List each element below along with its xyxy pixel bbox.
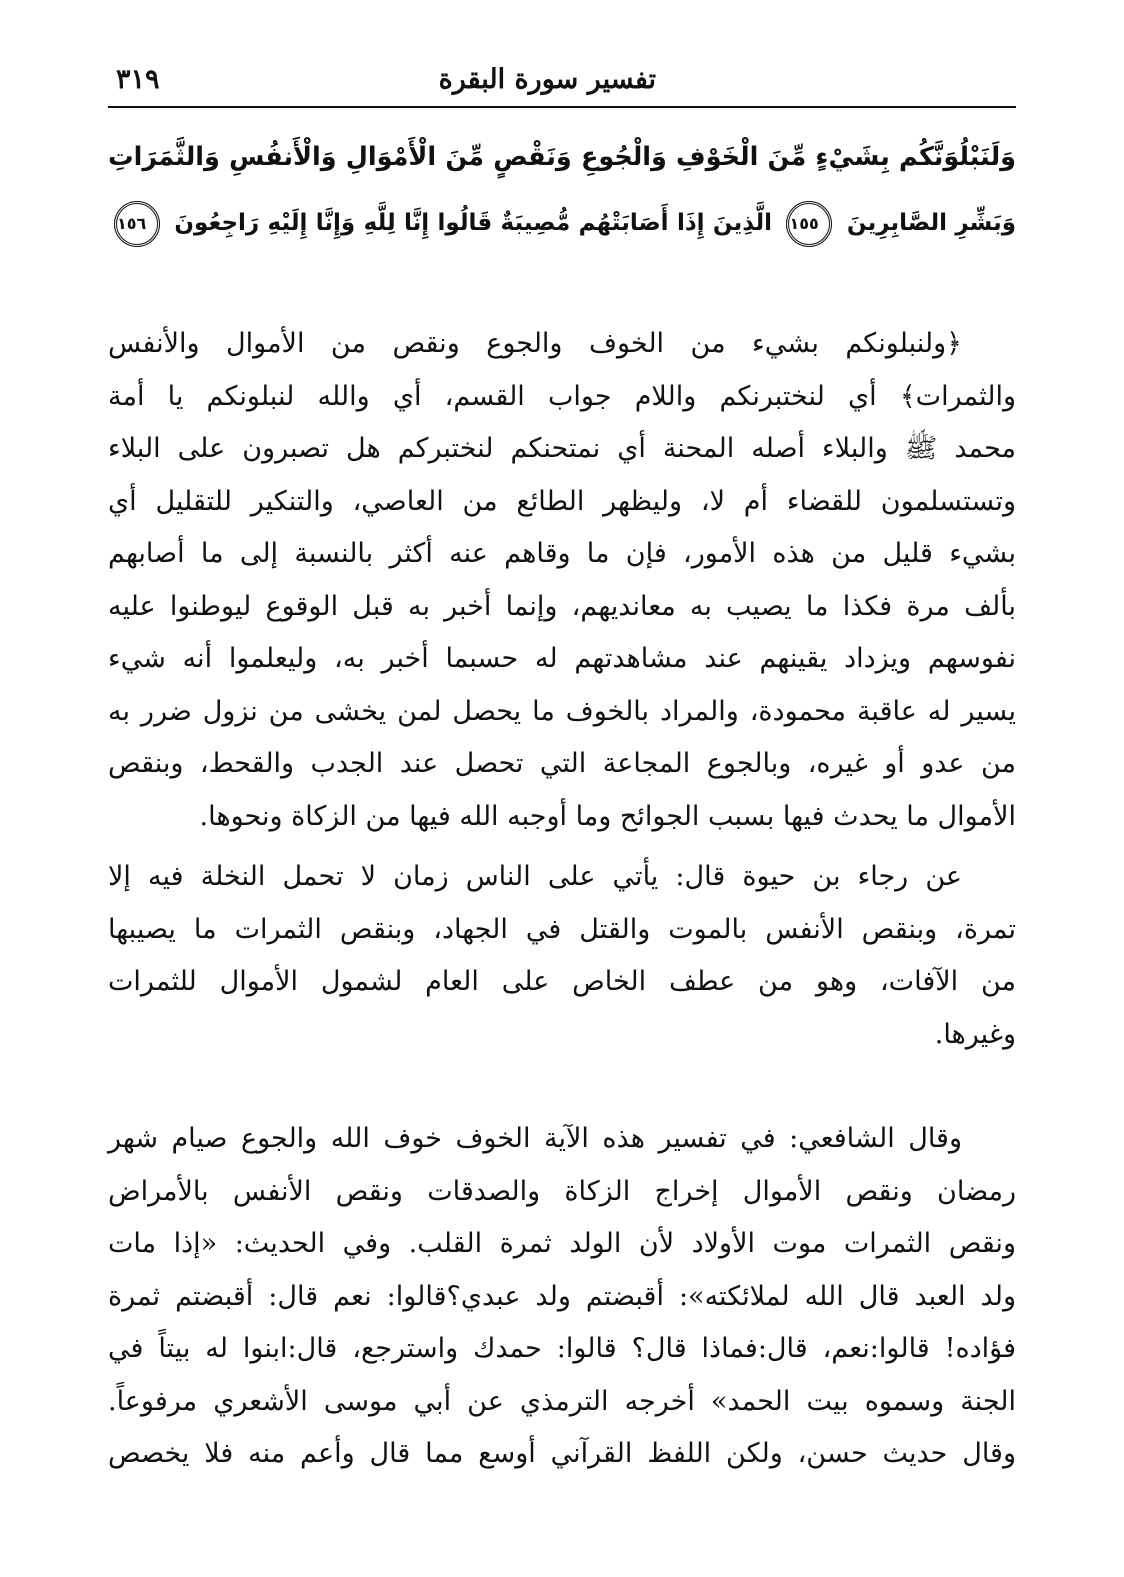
- text-line: ونقص الثمرات موت الأولاد لأن الولد ثمرة القلب. وفي الحديث: «إذا مات: [108, 1228, 1016, 1259]
- verse-line-1: وَلَنَبْلُوَنَّكُم بِشَيْءٍ مِّنَ الْخَوْفِ وَالْجُوعِ وَنَقْصٍ مِّنَ الْأَمْوَالِ وَالْأَنفُسِ وَالثَّمَرَاتِ: [108, 142, 1016, 172]
- page-number: ٣١٩: [116, 64, 160, 95]
- text-line: نفوسهم ويزداد يقينهم عند مشاهدتهم له حسبما أخبر به، وليعلموا أنه شيء: [108, 643, 1016, 674]
- paragraph-1: [108, 318, 1016, 843]
- paragraph-2: [108, 851, 1016, 1061]
- ayah-number-155-marker: ١٥٥: [786, 201, 832, 247]
- text-line: ولد العبد قال الله لملائكته»: أقبضتم ولد عبدي؟قالوا: نعم قال: أقبضتم ثمرة: [108, 1280, 1016, 1312]
- text-line: وقال الشافعي: في تفسير هذه الآية الخوف خوف الله والجوع صيام شهر: [108, 1123, 962, 1154]
- verse-156: الَّذِينَ إِذَا أَصَابَتْهُم مُّصِيبَةٌ قَالُوا إِنَّا لِلَّهِ وَإِنَّا إِلَيْهِ رَاجِعُونَ: [174, 210, 773, 236]
- commentary-body: [108, 318, 1016, 1481]
- text-line: وقال حديث حسن، ولكن اللفظ القرآني أوسع مما قال وأعم منه فلا يخصص: [108, 1438, 1016, 1469]
- verse-155-end: وَبَشِّرِ الصَّابِرِينَ: [846, 210, 1016, 236]
- text-line: يسير له عاقبة محمودة، والمراد بالخوف ما يحصل لمن يخشى من نزول ضرر به: [108, 695, 1016, 727]
- verse-line-2: [108, 190, 1016, 256]
- text-line: وغيرها.: [934, 1018, 1016, 1050]
- ayah-number-156-marker: ١٥٦: [114, 201, 160, 247]
- text-line: فؤاده! قالوا:نعم، قال:فماذا قال؟ قالوا: حمدك واسترجع، قال:ابنوا له بيتاً في: [108, 1333, 1016, 1364]
- quran-verses: [108, 124, 1016, 256]
- text-line: بألف مرة فكذا ما يصيب به معانديهم، وإنما أخبر به قبل الوقوع ليوطنوا عليه: [108, 590, 1016, 622]
- text-line: من الآفات، وهو من عطف الخاص على العام لشمول الأموال للثمرات: [108, 966, 1016, 997]
- text-line: وتستسلمون للقضاء أم لا، وليظهر الطائع من العاصي، والتنكير للتقليل أي: [108, 485, 1016, 517]
- page-header: [108, 62, 1016, 108]
- text-line: الأموال ما يحدث فيها بسبب الجوائح وما أوجبه الله فيها من الزكاة ونحوها.: [199, 800, 1016, 832]
- text-line: تمرة، وبنقص الأنفس بالموت والقتل في الجهاد، وبنقص الثمرات ما يصيبها: [108, 913, 1016, 945]
- text-line: من عدو أو غيره، وبالجوع المجاعة التي تحصل عند الجدب والقحط، وبنقص: [108, 748, 1016, 779]
- text-line: عن رجاء بن حيوة قال: يأتي على الناس زمان لا تحمل النخلة فيه إلا: [108, 861, 962, 892]
- text-line: رمضان ونقص الأموال إخراج الزكاة والصدقات ونقص الأنفس بالأمراض: [108, 1175, 1016, 1207]
- running-title: تفسير سورة البقرة: [438, 64, 656, 95]
- text-line: الجنة وسموه بيت الحمد» أخرجه الترمذي عن أبي موسى الأشعري مرفوعاً.: [108, 1385, 1016, 1417]
- paragraph-3: [108, 1113, 1016, 1481]
- text-line: محمد ﷺ والبلاء أصله المحنة أي نمتحنكم لنختبركم هل تصبرون على البلاء: [108, 433, 1016, 464]
- text-line: ﴿ولنبلونكم بشيء من الخوف والجوع ونقص من الأموال والأنفس: [108, 328, 962, 359]
- text-line: والثمرات﴾ أي لنختبرنكم واللام جواب القسم، أي والله لنبلونكم يا أمة: [108, 380, 1016, 412]
- text-line: بشيء قليل من هذه الأمور، فإن ما وقاهم عنه أكثر بالنسبة إلى ما أصابهم: [108, 538, 1016, 569]
